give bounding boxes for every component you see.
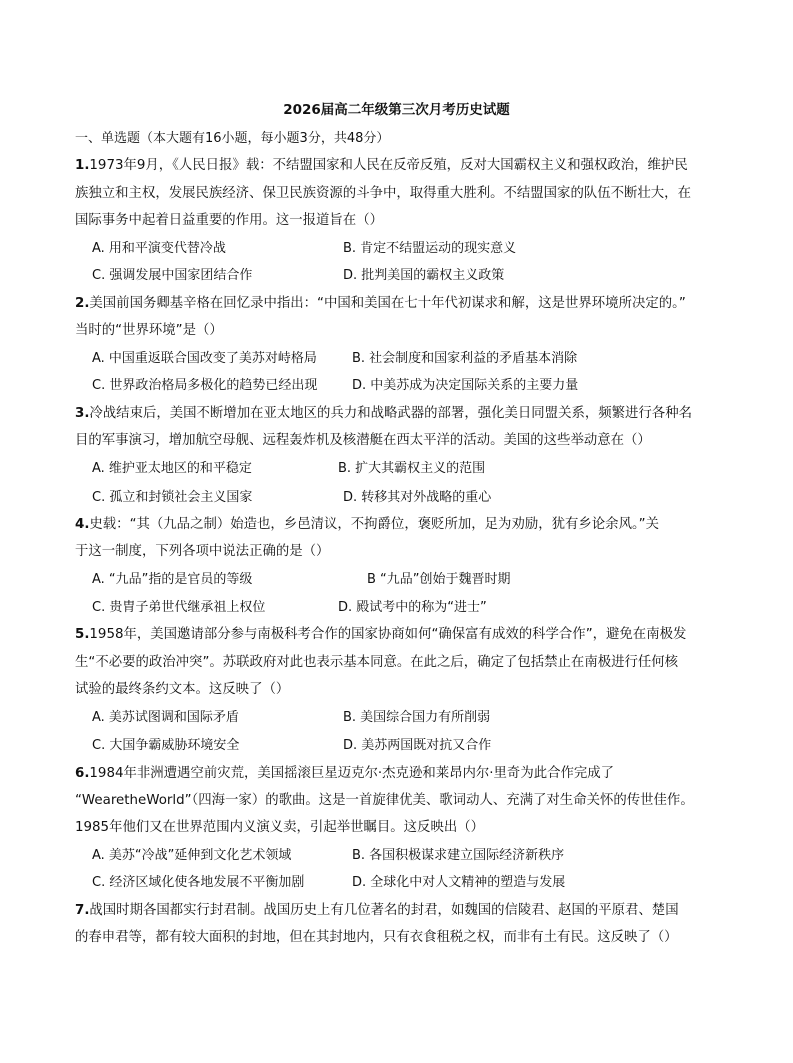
question-1-option-d: D. 批判美国的霸权主义政策 <box>343 268 505 283</box>
question-5-option-d: D. 美苏两国既对抗又合作 <box>343 738 492 753</box>
question-2-option-d: D. 中美苏成为决定国际关系的主要力量 <box>352 378 579 393</box>
question-1-line-3: 国际事务中起着日益重要的作用。这一报道旨在（） <box>75 213 383 228</box>
question-number: 3. <box>75 406 90 421</box>
question-4-option-b: B “九品”创始于魏晋时期 <box>367 572 511 587</box>
question-7-line-2: 的春申君等，都有较大面积的封地，但在其封地内，只有衣食租税之权，而非有土有民。这反映了（） <box>75 930 678 945</box>
exam-title: 2026届高二年级第三次月考历史试题 <box>283 102 510 118</box>
question-5-option-a: A. 美苏试图调和国际矛盾 <box>92 710 239 725</box>
question-5-line-1: 5.1958年，美国邀请部分参与南极科考合作的国家协商如何“确保富有成效的科学合作”，避免在南极发 <box>75 627 687 642</box>
question-6-line-1: 6.1984年非洲遭遇空前灾荒，美国摇滚巨星迈克尔·杰克逊和莱昂内尔·里奇为此合作完成了 <box>75 766 615 781</box>
question-5-option-b: B. 美国综合国力有所削弱 <box>343 710 491 725</box>
question-6-option-b: B. 各国积极谋求建立国际经济新秩序 <box>352 848 565 863</box>
question-2-line-1: 2.美国前国务卿基辛格在回忆录中指出：“中国和美国在七十年代初谋求和解，这是世界环境所决定的。” <box>75 296 686 311</box>
question-number: 1. <box>75 158 90 173</box>
question-2-option-a: A. 中国重返联合国改变了美苏对峙格局 <box>92 351 317 366</box>
question-4-line-2: 于这一制度，下列各项中说法正确的是（） <box>75 544 330 559</box>
question-3-option-d: D. 转移其对外战略的重心 <box>343 490 492 505</box>
question-number: 7. <box>75 903 90 918</box>
question-number: 6. <box>75 766 90 781</box>
question-number: 2. <box>75 296 90 311</box>
question-6-option-a: A. 美苏“冷战”延伸到文化艺术领域 <box>92 848 292 863</box>
question-3-line-1: 3.冷战结束后，美国不断增加在亚太地区的兵力和战略武器的部署，强化美日同盟关系，频繁进行各种名 <box>75 406 692 421</box>
question-6-option-d: D. 全球化中对人文精神的塑造与发展 <box>352 875 566 890</box>
question-5-option-c: C. 大国争霸威胁环境安全 <box>92 738 240 753</box>
question-4-line-1: 4.史载：“其（九品之制）始造也，乡邑清议，不拘爵位，褒贬所加，足为劝励，犹有乡论余风。”关 <box>75 517 659 532</box>
question-3-option-b: B. 扩大其霸权主义的范围 <box>338 461 486 476</box>
question-1-option-b: B. 肯定不结盟运动的现实意义 <box>343 241 517 256</box>
question-1-option-c: C. 强调发展中国家团结合作 <box>92 268 253 283</box>
question-2-line-2: 当时的“世界环境”是（） <box>75 323 223 338</box>
question-6-line-2: “WearetheWorld”（四海一家）的歌曲。这是一首旋律优美、歌词动人、充满了对生命关怀的传世佳作。 <box>75 793 694 808</box>
question-1-line-1: 1.1973年9月，《人民日报》载：不结盟国家和人民在反帝反殖，反对大国霸权主义和强权政治，维护民 <box>75 158 688 173</box>
question-1-line-2: 族独立和主权，发展民族经济、保卫民族资源的斗争中，取得重大胜利。不结盟国家的队伍不断壮大，在 <box>75 186 691 201</box>
question-3-option-a: A. 维护亚太地区的和平稳定 <box>92 461 252 476</box>
question-3-line-2: 目的军事演习，增加航空母舰、远程轰炸机及核潜艇在西太平洋的活动。美国的这些举动意在（） <box>75 433 651 448</box>
question-1-option-a: A. 用和平演变代替冷战 <box>92 241 226 256</box>
question-7-line-1: 7.战国时期各国都实行封君制。战国历史上有几位著名的封君，如魏国的信陵君、赵国的平原君、楚国 <box>75 903 679 918</box>
question-number: 5. <box>75 627 90 642</box>
question-number: 4. <box>75 517 90 532</box>
question-4-option-c: C. 贵胄子弟世代继承祖上权位 <box>92 600 266 615</box>
question-6-option-c: C. 经济区域化使各地发展不平衡加剧 <box>92 875 305 890</box>
question-4-option-a: A. “九品”指的是官员的等级 <box>92 572 253 587</box>
question-5-line-3: 试验的最终条约文本。这反映了（） <box>75 682 290 697</box>
section-heading: 一、单选题（本大题有16小题，每小题3分，共48分） <box>75 131 390 146</box>
question-4-option-d: D. 殿试考中的称为“进士” <box>338 600 487 615</box>
question-2-option-b: B. 社会制度和国家利益的矛盾基本消除 <box>352 351 578 366</box>
question-2-option-c: C. 世界政治格局多极化的趋势已经出现 <box>92 378 318 393</box>
question-3-option-c: C. 孤立和封锁社会主义国家 <box>92 490 253 505</box>
question-5-line-2: 生“不必要的政治冲突”。苏联政府对此也表示基本同意。在此之后，确定了包括禁止在南极进行任何核 <box>75 655 679 670</box>
question-6-line-3: 1985年他们又在世界范围内义演义卖，引起举世瞩目。这反映出（） <box>75 820 485 835</box>
